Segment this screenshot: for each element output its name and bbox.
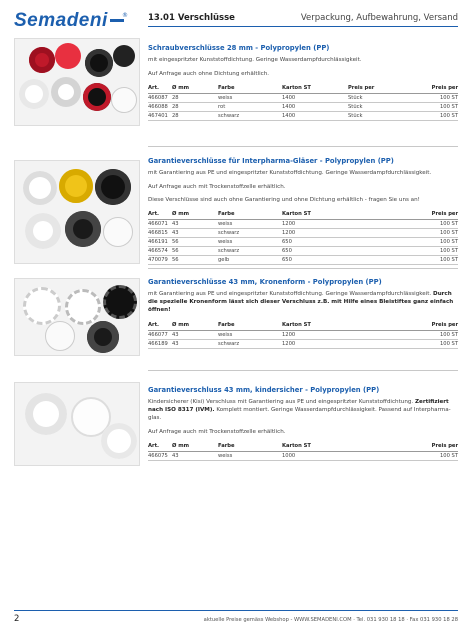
cell	[348, 340, 408, 349]
table-header-row	[148, 84, 458, 94]
table-row	[148, 331, 458, 340]
cell: 100 ST	[408, 340, 458, 349]
cell: 28	[172, 103, 218, 112]
footer-contact: aktuelle Preise gemäss Webshop - WWW.SEMADENI.COM · Tel. 031 930 18 18 · Fax 031 930 18 28	[203, 617, 458, 623]
col-price-per: Preis per	[408, 84, 458, 94]
section-heading: Garantieverschluss 43 mm, kindersicher - Polypropylen (PP)	[148, 386, 380, 394]
table-row	[148, 112, 458, 121]
col-art: Art.	[148, 84, 172, 94]
cell: weiss	[218, 331, 282, 340]
cell: Stück	[348, 94, 408, 103]
cell: 43	[172, 452, 218, 461]
col-carton: Karton ST	[282, 442, 348, 452]
product-table	[148, 321, 458, 349]
cell: 466071	[148, 220, 172, 229]
col-empty	[348, 321, 408, 331]
table-row	[148, 94, 458, 103]
section-heading: Garantieverschlüsse für Interpharma-Gläser - Polypropylen (PP)	[148, 157, 394, 165]
cell: schwarz	[218, 112, 282, 121]
cell: 43	[172, 229, 218, 238]
header-divider	[148, 26, 458, 27]
cell: 56	[172, 238, 218, 247]
section-description: mit Garantiering aus PE und eingespritzter Kunststoffdichtung. Geringe Wasserdampfdurchlässigkeit.	[148, 170, 432, 176]
col-color: Farbe	[218, 321, 282, 331]
section-description	[148, 290, 458, 314]
cell	[348, 220, 408, 229]
table-row	[148, 229, 458, 238]
cell	[348, 229, 408, 238]
cell: weiss	[218, 94, 282, 103]
section-divider	[148, 146, 458, 147]
cell: 466077	[148, 331, 172, 340]
cell: 43	[172, 331, 218, 340]
col-diameter: Ø mm	[172, 84, 218, 94]
col-price-per: Preis per	[408, 321, 458, 331]
cell: 100 ST	[408, 112, 458, 121]
col-empty	[348, 442, 408, 452]
cell: 56	[172, 256, 218, 265]
cell: 650	[282, 238, 348, 247]
cell	[348, 256, 408, 265]
section-screw-caps	[148, 44, 458, 121]
footer-divider	[14, 610, 458, 611]
cell: schwarz	[218, 247, 282, 256]
cell: 100 ST	[408, 94, 458, 103]
semadeni-logo	[14, 10, 128, 34]
cell: 100 ST	[408, 229, 458, 238]
cell: 1400	[282, 112, 348, 121]
section-note: Auf Anfrage auch mit Trockenstoffzelle erhältlich.	[148, 184, 286, 190]
cell: gelb	[218, 256, 282, 265]
photo-childsafe-caps	[14, 382, 140, 466]
cell: 1200	[282, 340, 348, 349]
cell: 1400	[282, 103, 348, 112]
cell: 470079	[148, 256, 172, 265]
section-divider	[148, 370, 458, 371]
cell: 466075	[148, 452, 172, 461]
cell: 28	[172, 94, 218, 103]
cell: 56	[172, 247, 218, 256]
section-note: Auf Anfrage auch ohne Dichtung erhältlich.	[148, 71, 270, 77]
cell: weiss	[218, 238, 282, 247]
section-title: Verpackung, Aufbewahrung, Versand	[300, 13, 458, 23]
photo-interpharma-caps	[14, 160, 140, 264]
table-row	[148, 452, 458, 461]
page-number: 2	[14, 614, 20, 624]
cell: 650	[282, 247, 348, 256]
cell: rot	[218, 103, 282, 112]
col-price-per: Preis per	[408, 210, 458, 220]
table-header-row	[148, 210, 458, 220]
col-carton: Karton ST	[282, 321, 348, 331]
desc-bold: Zertifiziert nach ISO 8317 (IVM).	[148, 399, 449, 413]
cell: schwarz	[218, 340, 282, 349]
registered-mark: ®	[122, 12, 128, 19]
cell: 100 ST	[408, 103, 458, 112]
table-header-row	[148, 442, 458, 452]
cell: 100 ST	[408, 247, 458, 256]
col-art: Art.	[148, 442, 172, 452]
table-row	[148, 238, 458, 247]
col-art: Art.	[148, 321, 172, 331]
cell: 100 ST	[408, 256, 458, 265]
desc-bold: Durch die spezielle Kronenform lässt sich dieser Verschluss z.B. mit Hilfe eines Bleistiftes ganz einfach öffnen!	[148, 291, 454, 313]
cell: 1200	[282, 331, 348, 340]
section-divider	[148, 268, 458, 269]
col-price-unit: Preis per	[348, 84, 408, 94]
cell: 1000	[282, 452, 348, 461]
cell: 467401	[148, 112, 172, 121]
section-note-2: Diese Verschlüsse sind auch ohne Garantiering und ohne Dichtung erhältlich - fragen Sie uns an!	[148, 197, 420, 203]
chapter-title: 13.01 Verschlüsse	[148, 13, 235, 23]
cell: 1200	[282, 229, 348, 238]
col-color: Farbe	[218, 442, 282, 452]
col-diameter: Ø mm	[172, 321, 218, 331]
cell: 100 ST	[408, 452, 458, 461]
section-crown-caps	[148, 278, 458, 349]
product-table	[148, 84, 458, 121]
cell	[348, 238, 408, 247]
cell: 650	[282, 256, 348, 265]
cell: Stück	[348, 103, 408, 112]
col-carton: Karton ST	[282, 84, 348, 94]
table-row	[148, 256, 458, 265]
desc-text-b: Komplett montiert. Geringe Wasserdampfdurchlässigkeit. Passend auf Interpharma-glas.	[148, 407, 451, 421]
cell: 43	[172, 220, 218, 229]
cell: 100 ST	[408, 238, 458, 247]
cell: 466191	[148, 238, 172, 247]
product-table	[148, 442, 458, 461]
cell: 100 ST	[408, 220, 458, 229]
cell: 1200	[282, 220, 348, 229]
section-interpharma-caps	[148, 157, 458, 265]
section-heading: Garantieverschlüsse 43 mm, Kronenform - Polypropylen (PP)	[148, 278, 382, 286]
cell: 43	[172, 340, 218, 349]
table-row	[148, 247, 458, 256]
cell	[348, 452, 408, 461]
section-heading: Schraubverschlüsse 28 mm - Polypropylen (PP)	[148, 44, 330, 52]
cell: 466574	[148, 247, 172, 256]
photo-crown-caps	[14, 278, 140, 356]
table-row	[148, 103, 458, 112]
cell: schwarz	[218, 229, 282, 238]
cell: 466189	[148, 340, 172, 349]
cell: weiss	[218, 452, 282, 461]
cell	[348, 331, 408, 340]
section-childsafe-caps	[148, 386, 458, 461]
table-row	[148, 340, 458, 349]
desc-text-a: Kindersicherer (Kisi) Verschluss mit Garantiering aus PE und eingespritzter Kunststoffdichtung.	[148, 399, 414, 405]
section-note: Auf Anfrage auch mit Trockenstoffzelle erhältlich.	[148, 429, 286, 435]
cell	[348, 247, 408, 256]
desc-text: mit Garantiering aus PE und eingespritzter Kunststoffdichtung. Geringe Wasserdampfdurchlässigkeit.	[148, 291, 432, 297]
col-diameter: Ø mm	[172, 210, 218, 220]
cell: weiss	[218, 220, 282, 229]
cell: 100 ST	[408, 331, 458, 340]
col-carton: Karton ST	[282, 210, 348, 220]
table-header-row	[148, 321, 458, 331]
product-table	[148, 210, 458, 265]
col-price-per: Preis per	[408, 442, 458, 452]
logo-text: Semadeni	[14, 10, 108, 31]
section-description: mit eingespritzter Kunststoffdichtung. Geringe Wasserdampfdurchlässigkeit.	[148, 57, 362, 63]
cell: 466815	[148, 229, 172, 238]
cell: 1400	[282, 94, 348, 103]
section-description	[148, 398, 458, 422]
cell: 28	[172, 112, 218, 121]
cell: 466087	[148, 94, 172, 103]
cell: 466088	[148, 103, 172, 112]
col-color: Farbe	[218, 84, 282, 94]
col-color: Farbe	[218, 210, 282, 220]
col-art: Art.	[148, 210, 172, 220]
photo-screw-caps	[14, 38, 140, 126]
col-diameter: Ø mm	[172, 442, 218, 452]
cell: Stück	[348, 112, 408, 121]
table-row	[148, 220, 458, 229]
col-empty	[348, 210, 408, 220]
